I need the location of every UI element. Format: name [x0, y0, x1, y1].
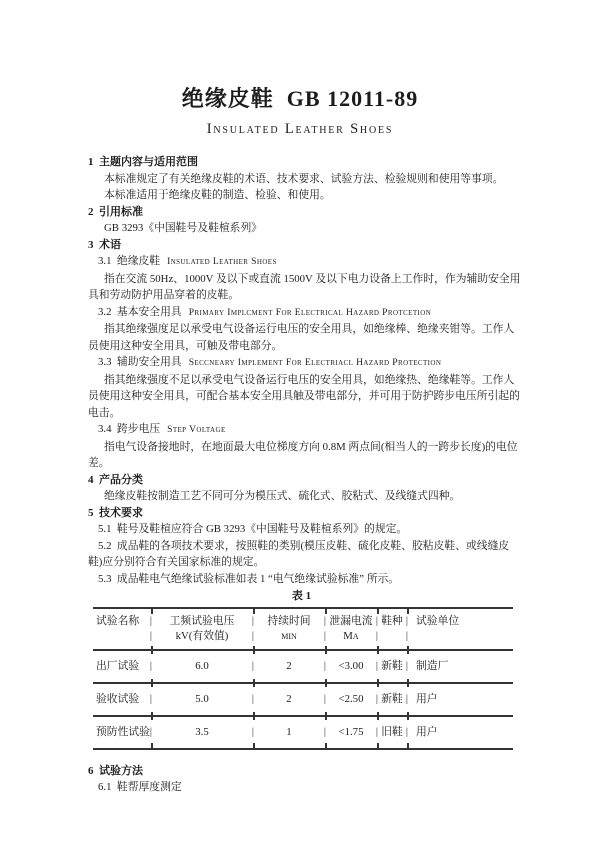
clause-3-3-line-3: 电击。 [88, 406, 121, 419]
clause-5-2-line-2: 鞋)应分别符合有关国家标准的规定。 [88, 556, 265, 568]
table-cell: <2.50 | [325, 692, 377, 707]
table-cell: 新鞋 | [377, 659, 407, 674]
clause-3-2-term-zh: 3.2 基本安全用具 [98, 305, 182, 318]
table-cell: 2 | [253, 692, 325, 707]
table-cell: <3.00 | [325, 659, 377, 674]
table-rule [93, 649, 513, 651]
table-cell: 制造厂 [416, 659, 449, 672]
clause-3-4-term-en: Step Voltage [167, 424, 226, 435]
table-cell: 5.0 | [151, 692, 253, 707]
clause-3-3-term-en: Seccneary Implement For Electriacl Hazard Protection [188, 357, 442, 368]
table-tick [325, 679, 327, 687]
table-unit-cell: min | [253, 629, 325, 644]
clause-3-4-title [88, 421, 515, 439]
clause-3-2-line-2: 员使用这种安全用具，可触及带电部分。 [88, 339, 283, 352]
clause-3-2-title [88, 304, 515, 322]
table-cell: 新鞋 | [377, 692, 407, 707]
table-cell: <1.75 | [325, 725, 377, 740]
table-cell: 旧鞋 | [377, 725, 407, 740]
document-title: 绝缘皮鞋 GB 12011-89 [181, 86, 419, 111]
electrical-insulation-test-table [93, 607, 513, 750]
table-header-cell: 持续时间 | [253, 614, 325, 629]
clause-3-1-term-zh: 3.1 绝缘皮鞋 [98, 255, 161, 267]
table-tick [151, 679, 153, 687]
table-rule [93, 715, 513, 717]
section-4-heading: 4 产品分类 [88, 473, 143, 486]
clause-5-2-line-1: 5.2 成品鞋的各项技术要求，按照鞋的类别(模压皮鞋、硫化皮鞋、胶粘皮鞋、或线缝皮 [98, 539, 510, 552]
clause-3-1-term-en: Insulated Leather Shoes [167, 256, 277, 267]
table-unit-cell: Ma | [325, 629, 377, 644]
section-5-heading: 5 技术要求 [88, 506, 143, 519]
table-tick [151, 646, 153, 654]
table-header-cell: 试验单位 [416, 614, 460, 627]
table-header-row [93, 609, 513, 629]
section-3-heading: 3 术语 [88, 238, 121, 251]
table-header-cell: 泄漏电流 | [325, 614, 377, 629]
section-2-reference: GB 3293《中国鞋号及鞋楦系列》 [104, 222, 263, 234]
section-4-line-1: 绝缘皮鞋按制造工艺不同可分为模压式、硫化式、胶粘式、及线缝式四种。 [104, 490, 461, 502]
clause-5-3: 5.3 成品鞋电气绝缘试验标准如表 1 “电气绝缘试验标准” 所示。 [98, 572, 400, 585]
section-1-line-1: 本标准规定了有关绝缘皮鞋的术语、技术要求、试验方法、检验规则和使用等事项。 [104, 172, 504, 185]
table-header-cell: 工频试验电压 | [151, 614, 253, 629]
table-cell: 用户 [416, 725, 438, 738]
table-tick [325, 607, 327, 614]
table-cell: 6.0 | [151, 659, 253, 674]
table-header-cell: 试验名称 | [93, 614, 151, 629]
table-rule [93, 682, 513, 684]
section-2-heading: 2 引用标准 [88, 205, 143, 218]
table-tick [151, 712, 153, 720]
table-tick [253, 743, 255, 750]
table-tick [253, 646, 255, 654]
section-1-heading: 1 主题内容与适用范围 [88, 156, 198, 168]
document-body [88, 154, 521, 796]
clause-5-1: 5.1 鞋号及鞋楦应符合 GB 3293《中国鞋号及鞋楦系列》的规定。 [98, 523, 408, 535]
table-tick [151, 607, 153, 614]
table-tick [151, 743, 153, 750]
table-rule-bottom [93, 748, 513, 750]
table-tick [407, 679, 409, 687]
clause-6-1: 6.1 鞋帮厚度测定 [98, 781, 182, 793]
clause-3-4-term-zh: 3.4 跨步电压 [98, 423, 161, 435]
table-cell: 出厂试验 | [93, 659, 151, 674]
clause-3-3-line-1: 指其绝缘强度不足以承受电气设备运行电压的安全用具，如绝缘热、绝缘鞋等。工作人 [104, 373, 515, 386]
table-tick [377, 607, 379, 614]
table-tick [377, 712, 379, 720]
clause-3-3-term-zh: 3.3 辅助安全用具 [98, 356, 182, 368]
clause-3-4-line-2: 差。 [88, 457, 110, 469]
table-cell: 2 | [253, 659, 325, 674]
clause-3-1-title [88, 253, 515, 271]
section-6-heading: 6 试验方法 [88, 764, 143, 777]
table-row-preventive-test [93, 717, 513, 748]
table-tick [407, 607, 409, 614]
table-tick [377, 646, 379, 654]
table-tick [377, 743, 379, 750]
table-cell: 预防性试验 | [93, 725, 151, 740]
table-units-row [93, 629, 513, 649]
table-cell: 用户 [416, 692, 438, 705]
clause-3-2-term-en: Primary Implcment For Electrical Hazard Protcetion [188, 306, 432, 318]
table-tick [253, 607, 255, 614]
table-rule-top [93, 607, 513, 609]
clause-3-1-line-1: 指在交流 50Hz、1000V 及以下或直流 1500V 及以下电力设备上工作时，作为辅助安全用 [104, 272, 521, 285]
table-cell: 验收试验 | [93, 692, 151, 707]
table-row-factory-test [93, 651, 513, 682]
clause-3-2-line-1: 指其绝缘强度足以承受电气设备运行电压的安全用具，如绝缘棒、绝缘夹钳等。工作人 [104, 323, 515, 335]
table-tick [407, 743, 409, 750]
table-unit-cell: kV(有效值) | [151, 629, 253, 644]
table-tick [407, 646, 409, 654]
table-unit-cell [407, 629, 513, 644]
clause-3-3-title [88, 354, 515, 372]
clause-3-4-line-1: 指电气设备接地时，在地面最大电位梯度方向 0.8M 两点间(相当人的一跨步长度)的电位 [104, 440, 518, 453]
table-tick [253, 712, 255, 720]
table-header-cell: 鞋种 | [377, 614, 407, 629]
table-tick [253, 679, 255, 687]
section-1-line-2: 本标准适用于绝缘皮鞋的制造、检验、和使用。 [104, 189, 331, 201]
table-1-caption: 表 1 [291, 590, 312, 602]
table-tick [377, 679, 379, 687]
table-tick [407, 712, 409, 720]
table-row-acceptance-test [93, 684, 513, 715]
table-unit-cell [93, 629, 151, 644]
clause-3-1-line-2: 具和劳动防护用品穿着的皮鞋。 [88, 289, 240, 301]
table-tick [325, 743, 327, 750]
table-tick [325, 646, 327, 654]
document-subtitle-english: Insulated Leather Shoes [206, 121, 394, 137]
table-tick [325, 712, 327, 720]
table-cell: 1 | [253, 725, 325, 740]
table-cell: 3.5 | [151, 725, 253, 740]
table-unit-cell [377, 629, 407, 644]
clause-3-3-line-2: 员使用这种安全用具，可配合基本安全用具触及带电部分，并可用于防护跨步电压所引起的 [88, 390, 520, 402]
